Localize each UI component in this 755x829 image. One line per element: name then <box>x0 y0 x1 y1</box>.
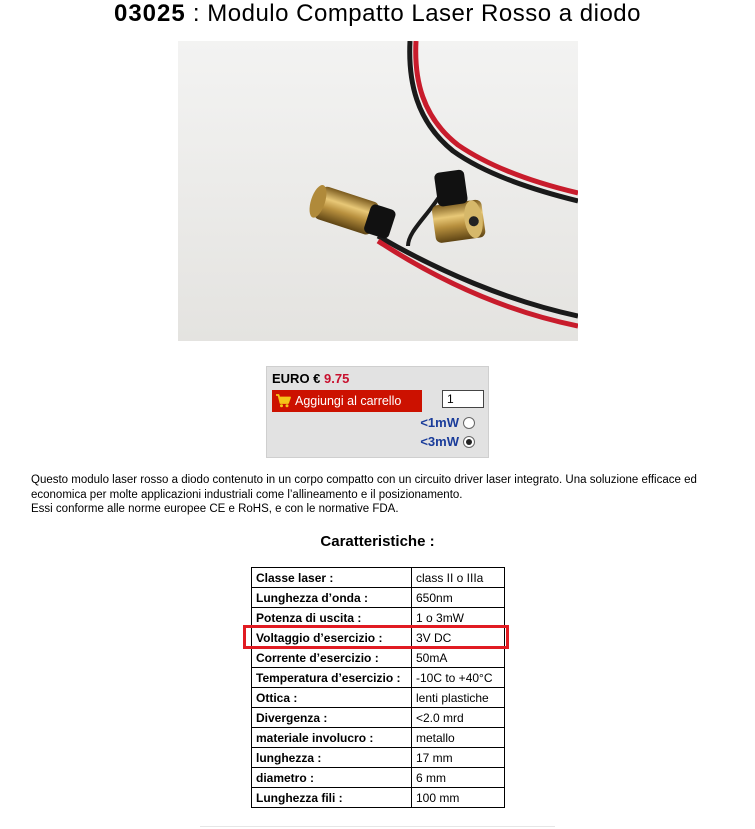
description-compliance: Essi conforme alle norme europee CE e RoHS, e con le normative FDA. <box>31 503 399 515</box>
specs-heading: Caratteristiche : <box>320 533 435 550</box>
spec-value: 1 o 3mW <box>412 608 505 628</box>
purchase-box <box>266 366 489 458</box>
add-to-cart-button[interactable] <box>272 390 422 412</box>
highlight-box <box>243 625 509 649</box>
table-row <box>252 748 505 768</box>
spec-key: Lunghezza fili : <box>252 788 412 808</box>
spec-value: 17 mm <box>412 748 505 768</box>
product-image <box>178 41 578 341</box>
option-1mw-radio[interactable] <box>463 417 475 429</box>
spec-key: materiale involucro : <box>252 728 412 748</box>
spec-key: lunghezza : <box>252 748 412 768</box>
table-row <box>252 708 505 728</box>
option-1mw[interactable] <box>420 415 475 430</box>
page-title <box>0 0 755 28</box>
product-description <box>31 473 731 517</box>
spec-value: 50mA <box>412 648 505 668</box>
spec-value: metallo <box>412 728 505 748</box>
table-row <box>252 788 505 808</box>
price-label: EURO € <box>272 371 321 386</box>
product-code: 03025 <box>113 0 186 27</box>
shopping-cart-icon <box>275 394 291 408</box>
spec-value: 100 mm <box>412 788 505 808</box>
spec-value: 650nm <box>412 588 505 608</box>
spec-value: -10C to +40°C <box>412 668 505 688</box>
product-name: Modulo Compatto Laser Rosso a diodo <box>207 0 641 27</box>
quantity-input[interactable] <box>442 390 484 408</box>
price-value: 9.75 <box>324 371 350 386</box>
spec-key: Ottica : <box>252 688 412 708</box>
spec-key: Potenza di uscita : <box>252 608 412 628</box>
spec-key: Divergenza : <box>252 708 412 728</box>
specs-table <box>251 567 505 808</box>
option-3mw-label: <3mW <box>420 434 459 449</box>
add-to-cart-label: Aggiungi al carrello <box>295 394 402 408</box>
spec-value: <2.0 mrd <box>412 708 505 728</box>
table-row <box>252 588 505 608</box>
spec-key: Temperatura d’esercizio : <box>252 668 412 688</box>
spec-key: Classe laser : <box>252 568 412 588</box>
spec-key: Voltaggio d’esercizio : <box>252 628 412 648</box>
option-1mw-label: <1mW <box>420 415 459 430</box>
price <box>272 371 349 386</box>
table-row <box>252 768 505 788</box>
description-paragraph: Questo modulo laser rosso a diodo contenuto in un corpo compatto con un circuito driver laser integrato. Una soluzione efficace ed economica per molte applicazioni industriali come l’allineamento e il posizionamento. <box>31 474 697 501</box>
spec-value: 3V DC <box>412 628 505 648</box>
spec-key: Lunghezza d’onda : <box>252 588 412 608</box>
table-row <box>252 728 505 748</box>
option-3mw-radio[interactable] <box>463 436 475 448</box>
table-row <box>252 668 505 688</box>
spec-value: class II o IIIa <box>412 568 505 588</box>
spec-value: lenti plastiche <box>412 688 505 708</box>
table-row <box>252 568 505 588</box>
title-separator: : <box>185 0 208 27</box>
table-row <box>252 648 505 668</box>
spec-value: 6 mm <box>412 768 505 788</box>
divider <box>200 826 555 827</box>
option-3mw[interactable] <box>420 434 475 449</box>
table-row <box>252 688 505 708</box>
spec-key: Corrente d’esercizio : <box>252 648 412 668</box>
spec-key: diametro : <box>252 768 412 788</box>
